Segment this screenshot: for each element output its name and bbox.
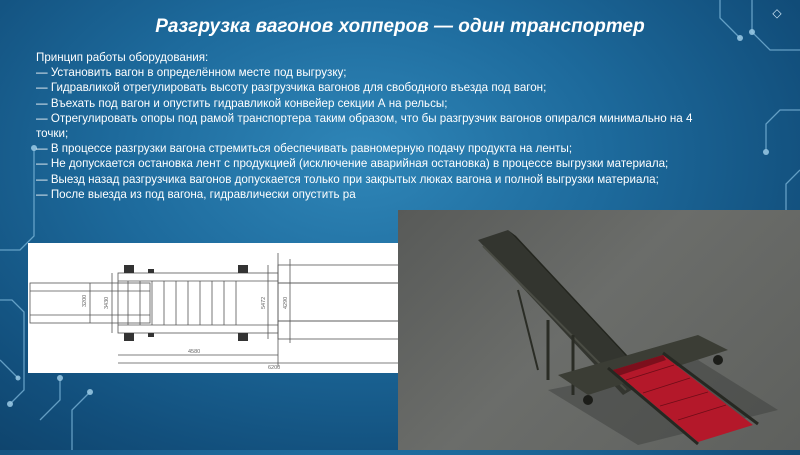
step-item: — Гидравликой отрегулировать высоту разгрузчика вагонов для свободного въезда под вагон; [36,81,547,95]
step-item: — В процессе разгрузки вагона стремиться обеспечивать равномерную подачу продукта на ленты; [36,142,573,156]
slide-title: Разгрузка вагонов хопперов — один транспортер [155,16,645,37]
slide-body [36,50,696,202]
dimension-label: 3200 [82,294,88,307]
dimension-label: 4580 [188,349,201,355]
step-item: — Установить вагон в определённом месте под выгрузку; [36,66,347,80]
technical-drawing [28,243,432,373]
slide-ornament: ◇ [772,6,782,20]
step-item: — После выезда из под вагона, гидравлически опустить ра [36,187,356,201]
step-item: — Въехать под вагон и опустить гидравликой конвейер секции А на рельсы; [36,96,448,110]
intro-text: Принцип работы оборудования: [36,51,209,64]
step-item: — Выезд назад разгрузчика вагонов допускается только при закрытых люках вагона и полной выгрузки материала; [36,172,659,186]
step-item: — Отрегулировать опоры под рамой транспортера таким образом, что бы разгрузчик вагонов опирался минимально на 4 точки; [36,111,693,141]
dimension-label: 3430 [104,296,110,309]
step-item: — Не допускается остановка лент с продукцией (исключение аварийная остановка) в процессе выгрузки материала; [36,157,669,171]
conveyor-render [398,210,800,450]
dimension-label: 5472 [261,296,267,309]
dimension-label: 6200 [268,365,281,371]
dimension-label: 4290 [283,296,289,309]
